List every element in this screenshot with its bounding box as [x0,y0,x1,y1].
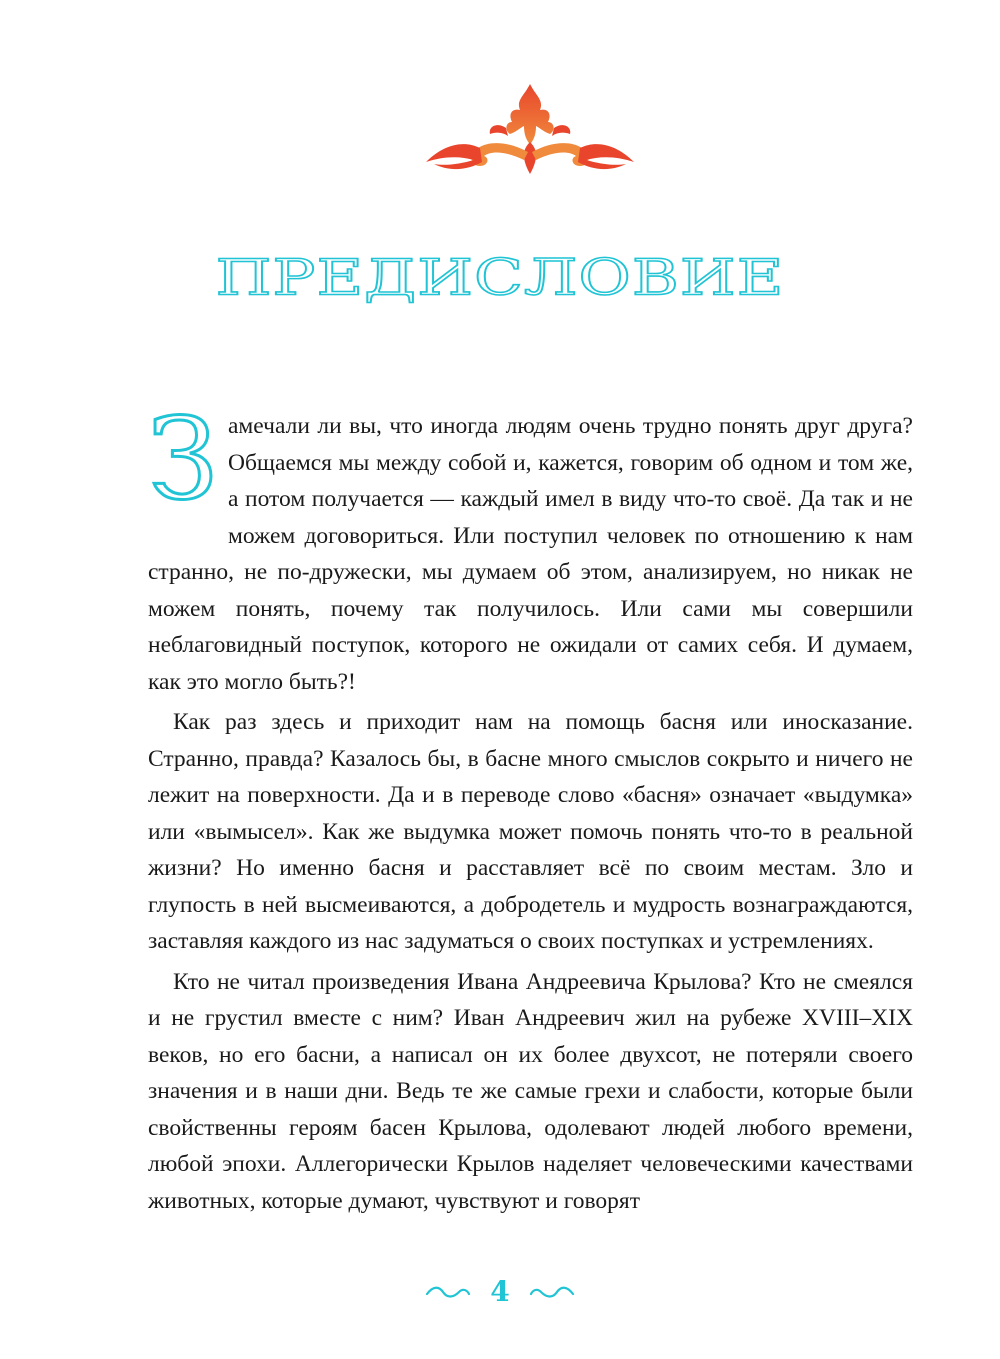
page-number-text: 4 [490,1274,510,1308]
chapter-title [0,238,1000,318]
drop-cap-letter: З [148,395,218,525]
chapter-title-text: ПРЕДИСЛОВИЕ [215,249,785,307]
swirl-right-icon [529,1282,575,1302]
page-number [0,1270,1000,1312]
swirl-left-icon [425,1282,471,1302]
floral-ornament-icon [420,82,640,182]
paragraph-3: Кто не читал произведения Ивана Андреевича Крылова? Кто не смеялся и не грустил вместе с ним? Иван Андреевич жил на рубеже XVIII–XIX веков, но его басни, а написал он их более двухсот, не потеряли своего значения и в наши дни. Ведь те же самые грехи и слабости, которые были свойственны героям басен Крылова, одолевают людей любого времени, любой эпохи. Аллегорически Крылов наделяет человеческими качествами животных, которые думают, чувствуют и говорят [148,968,913,1214]
paragraph-1-text: амечали ли вы, что иногда людям очень трудно понять друг друга? Общаемся мы между собой и, кажется, говорим об одном и том же, а потом получается — каждый имел в виду что-то своё. Да так и не можем договориться. Или поступил человек по отношению к нам странно, не по-дружески, мы думаем об этом, анализируем, но никак не можем понять, почему так получилось. Или сами мы совершили неблаговидный поступок, которого не ожидали от самих себя. И думаем, как это могло быть?! [148,413,913,695]
paragraph-2: Как раз здесь и приходит нам на помощь басня или иносказание. Странно, правда? Казалось бы, в басне много смыслов сокрыто и ничего не лежит на поверхности. Да и в переводе слово «басня» означает «выдумка» или «вымысел». Как же выдумка может помочь понять что-то в реальной жизни? Но именно басня и расставляет всё по своим местам. Зло и глупость в ней высмеиваются, а добродетель и мудрость вознаграждаются, заставляя каждого из нас задуматься о своих поступках и устремлениях. [148,709,913,954]
paragraph-1 [148,395,913,700]
body-text [148,395,913,1223]
